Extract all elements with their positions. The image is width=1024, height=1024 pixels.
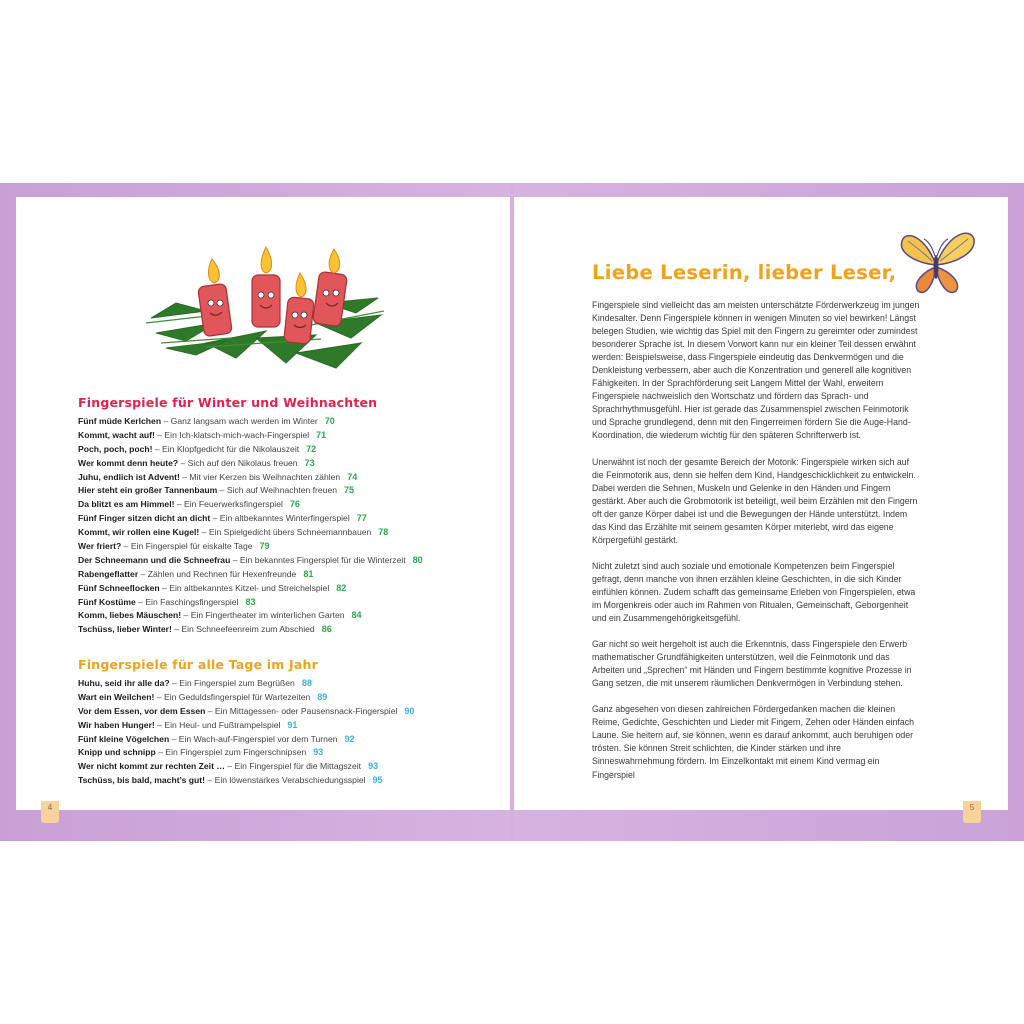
section-title-all-days: Fingerspiele für alle Tage im Jahr: [78, 657, 319, 672]
toc-entry-page: 70: [324, 416, 335, 426]
toc-entry: [78, 623, 498, 637]
toc-entry-page: 76: [289, 499, 300, 510]
toc-entry-title: Fünf kleine Vögelchen: [78, 733, 170, 744]
toc-entry-description: – Ein altbekanntes Winterfingerspiel: [210, 513, 350, 524]
toc-entry: [78, 429, 498, 443]
toc-entry: [78, 484, 498, 498]
right-page: [514, 197, 1008, 810]
toc-entry-title: Vor dem Essen, vor dem Essen: [78, 705, 206, 716]
toc-entry-description: – Sich auf den Nikolaus freuen: [178, 457, 298, 468]
toc-entry-title: Wir haben Hunger!: [78, 719, 155, 730]
toc-entry-title: Der Schneemann und die Schneefrau: [78, 554, 231, 565]
toc-entry-description: – Ein Fingertheater im winterlichen Garten: [181, 610, 345, 621]
toc-entry: [78, 733, 498, 747]
toc-entry-title: Poch, poch, poch!: [78, 443, 153, 454]
toc-entry-description: – Ein Spielgedicht übers Schneemannbauen: [199, 527, 372, 538]
toc-entry-page: 77: [356, 513, 367, 524]
toc-entry-page: 86: [321, 624, 332, 635]
toc-entry-description: – Mit vier Kerzen bis Weihnachten zählen: [179, 471, 341, 482]
toc-entry: [78, 774, 498, 788]
toc-entry: [78, 540, 498, 554]
paragraph: Ganz abgesehen von diesen zahlreichen Fördergedanken machen die kleinen Reime, Gedichte, Geschichten und Lieder mit Fingern, Zehen oder Händen einfach Laune. Sie heitern auf, sie können, wenn es darauf ankommt, auch beruhigen oder trösten. Sie können Streit schlichten, die Kinder stärken und ihre Sinneswahrnehmung fördern. Im Einzelkontakt mit einem Kind vermag ein Fingerspiel: [592, 704, 914, 780]
foreword-text: [592, 299, 922, 795]
toc-entry-description: – Ein bekanntes Fingerspiel für die Winterzeit: [230, 554, 406, 565]
toc-entry-title: Wer friert?: [78, 541, 122, 552]
toc-entry: [78, 512, 498, 526]
toc-entry-title: Komm, liebes Mäuschen!: [78, 610, 182, 621]
toc-entry-title: Huhu, seid ihr alle da?: [78, 678, 170, 688]
toc-entry: [78, 582, 498, 596]
toc-entry-description: – Zählen und Rechnen für Hexenfreunde: [138, 568, 297, 579]
paragraph: Gar nicht so weit hergeholt ist auch die Erkenntnis, dass Fingerspiele den Erwerb mathematischer Grundfähigkeiten unterstützen, weil die Feinmotorik und das Arbeiten und „Sprechen“ mit Händen und Fingern bestimmte kognitive Prozesse in Gang setzen, die mit unserem räumlichen Denkvermögen in Verbindung stehen.: [592, 639, 912, 689]
toc-entry: [78, 554, 498, 568]
left-page: [16, 197, 510, 810]
advent-candles-illustration: [146, 243, 386, 373]
paragraph: Unerwähnt ist noch der gesamte Bereich der Motorik: Fingerspiele wirken sich auf die Feinmotorik aus, denn sie helfen dem Kind, Handgeschicklichkeit zu entwickeln. Dabei werden die Sehnen, Muskeln und Gelenke in den Händen und Fingern gestärkt. Aber auch die Grobmotorik ist beteiligt, weil beim Erzählen mit den Fingern oft der ganze Körper dabei ist und die Bewegungen der Hände unterstützt. Indem das Kind das Erzählte mit seinem gesamten Körper miterlebt, wird das eigene Körpergefühl gestärkt.: [592, 456, 918, 545]
toc-entry: [78, 746, 498, 760]
toc-entry-description: – Ein altbekanntes Kitzel- und Streichelspiel: [159, 582, 330, 593]
toc-entry-description: – Ein Heul- und Fußtrampelspiel: [154, 719, 281, 730]
toc-entry-description: – Sich auf Weihnachten freuen: [217, 485, 338, 496]
toc-entry-description: – Ein Fingerspiel für eiskalte Tage: [121, 541, 253, 552]
toc-entry-page: 93: [368, 761, 379, 772]
toc-entry-page: 90: [404, 705, 415, 716]
toc-entry: [78, 719, 498, 733]
foreword-headline: Liebe Leserin, lieber Leser,: [592, 261, 897, 284]
toc-entry-title: Knipp und schnipp: [78, 747, 156, 758]
toc-entry-title: Hier steht ein großer Tannenbaum: [78, 485, 218, 496]
toc-entry: [78, 596, 498, 610]
toc-entry-description: – Ein Fingerspiel zum Begrüßen: [169, 678, 295, 688]
section-title-winter: Fingerspiele für Winter und Weihnachten: [78, 395, 378, 410]
toc-entry: [78, 415, 498, 429]
toc-entry-page: 95: [372, 775, 383, 786]
toc-entry: [78, 760, 498, 774]
toc-entry-title: Fünf Kostüme: [78, 596, 136, 607]
paragraph: Fingerspiele sind vielleicht das am meisten unterschätzte Förderwerkzeug im jungen Kindesalter. Denn Fingerspiele können in wenigen Minuten so viel bewirken! Längst belegen Studien, wie wichtig das Spiel mit den Fingern zu gereimter oder zumindest besonderer Sprache ist. In diesem Vorwort kann nur ein kleiner Teil dessen erwähnt werden: Beispielsweise, dass Fingerspiele eindeutig das Denkvermögen und die Denkleistung verbessern, aber auch die Konzentration und generell alle kognitiven Fähigkeiten. In der Sprachförderung seit Langem Mittel der Wahl, erweitern Fingerspiele nachweislich den Wortschatz und fördern das Sprach- und Sprachrhythmusgefühl. Hier ist gerade das Zusammenspiel zwischen Feinmotorik und Sprache grundlegend, denn mit den Fingerreimen fördern Sie die Auge-Hand-Koordination, die wiederum wichtig für den späteren Schrifterwerb ist.: [592, 300, 920, 441]
book-spread: [0, 183, 1024, 841]
toc-entry-description: – Ganz langsam wach werden im Winter: [161, 416, 318, 426]
toc-entry-title: Wart ein Weilchen!: [78, 691, 155, 702]
toc-entry-page: 88: [301, 678, 312, 688]
toc-entry-page: 82: [336, 582, 347, 593]
toc-entry: [78, 526, 498, 540]
toc-entry-page: 80: [412, 554, 423, 565]
toc-entry-title: Wer nicht kommt zur rechten Zeit …: [78, 761, 225, 772]
toc-entry-description: – Ein Klopfgedicht für die Nikolauszeit: [152, 443, 300, 454]
page-number-right: 5: [963, 801, 981, 823]
toc-list-winter: [78, 415, 498, 637]
toc-entry-page: 78: [378, 527, 389, 538]
toc-entry: [78, 691, 498, 705]
toc-entry-page: 92: [344, 733, 355, 744]
toc-entry-page: 73: [304, 457, 315, 468]
toc-entry-description: – Ein Feuerwerksfingerspiel: [174, 499, 283, 510]
toc-entry-description: – Ein Ich-klatsch-mich-wach-Fingerspiel: [154, 429, 310, 440]
toc-entry-title: Kommt, wacht auf!: [78, 429, 155, 440]
toc-entry-description: – Ein Wach-auf-Fingerspiel vor dem Turnen: [169, 733, 338, 744]
toc-entry-title: Fünf Finger sitzen dicht an dicht: [78, 513, 211, 524]
toc-list-all-days: [78, 677, 498, 788]
toc-entry-page: 83: [245, 596, 256, 607]
toc-entry-title: Wer kommt denn heute?: [78, 457, 179, 468]
toc-entry-page: 89: [317, 691, 328, 702]
toc-entry-description: – Ein Mittagessen- oder Pausensnack-Fingerspiel: [205, 705, 398, 716]
butterfly-illustration: [896, 227, 976, 299]
toc-entry-page: 81: [303, 568, 314, 579]
toc-entry-title: Tschüss, lieber Winter!: [78, 624, 172, 635]
toc-entry-page: 74: [347, 471, 358, 482]
toc-entry-description: – Ein löwenstarkes Verabschiedungsspiel: [205, 775, 366, 786]
toc-entry: [78, 677, 498, 691]
toc-entry: [78, 457, 498, 471]
toc-entry-title: Da blitzt es am Himmel!: [78, 499, 175, 510]
toc-entry-description: – Ein Geduldsfingerspiel für Wartezeiten: [154, 691, 311, 702]
toc-entry-page: 71: [316, 429, 327, 440]
toc-entry: [78, 609, 498, 623]
toc-entry: [78, 705, 498, 719]
toc-entry-title: Rabengeflatter: [78, 568, 139, 579]
toc-entry-title: Fünf Schneeflocken: [78, 582, 160, 593]
toc-entry-title: Juhu, endlich ist Advent!: [78, 471, 180, 482]
toc-entry-page: 79: [259, 541, 270, 552]
toc-entry-description: – Ein Faschingsfingerspiel: [135, 596, 239, 607]
paragraph: Nicht zuletzt sind auch soziale und emotionale Kompetenzen beim Fingerspiel gefragt, denn manche von ihnen erzählen kleine Geschichten, in die sich Kinder einfühlen können. Zudem schafft das gemeinsame Erleben von Fingerspielen, etwa im Morgenkreis oder auch im Rahmen von Ritualen, Gemeinschaft, Geborgenheit und ein Zusammengehörigkeitsgefühl.: [592, 560, 916, 624]
toc-entry-page: 84: [351, 610, 362, 621]
toc-entry: [78, 471, 498, 485]
toc-entry: [78, 568, 498, 582]
toc-entry-page: 91: [287, 719, 298, 730]
toc-entry-page: 75: [344, 485, 355, 496]
toc-entry-title: Fünf müde Kerlchen: [78, 416, 162, 426]
page-number-left: 4: [41, 801, 59, 823]
toc-entry-page: 72: [306, 443, 317, 454]
toc-entry-page: 93: [313, 747, 324, 758]
toc-entry: [78, 443, 498, 457]
toc-entry: [78, 498, 498, 512]
toc-entry-title: Kommt, wir rollen eine Kugel!: [78, 527, 200, 538]
toc-entry-description: – Ein Schneefeenreim zum Abschied: [171, 624, 315, 635]
toc-entry-description: – Ein Fingerspiel zum Fingerschnipsen: [155, 747, 307, 758]
toc-entry-description: – Ein Fingerspiel für die Mittagszeit: [224, 761, 362, 772]
toc-entry-title: Tschüss, bis bald, macht’s gut!: [78, 775, 206, 786]
